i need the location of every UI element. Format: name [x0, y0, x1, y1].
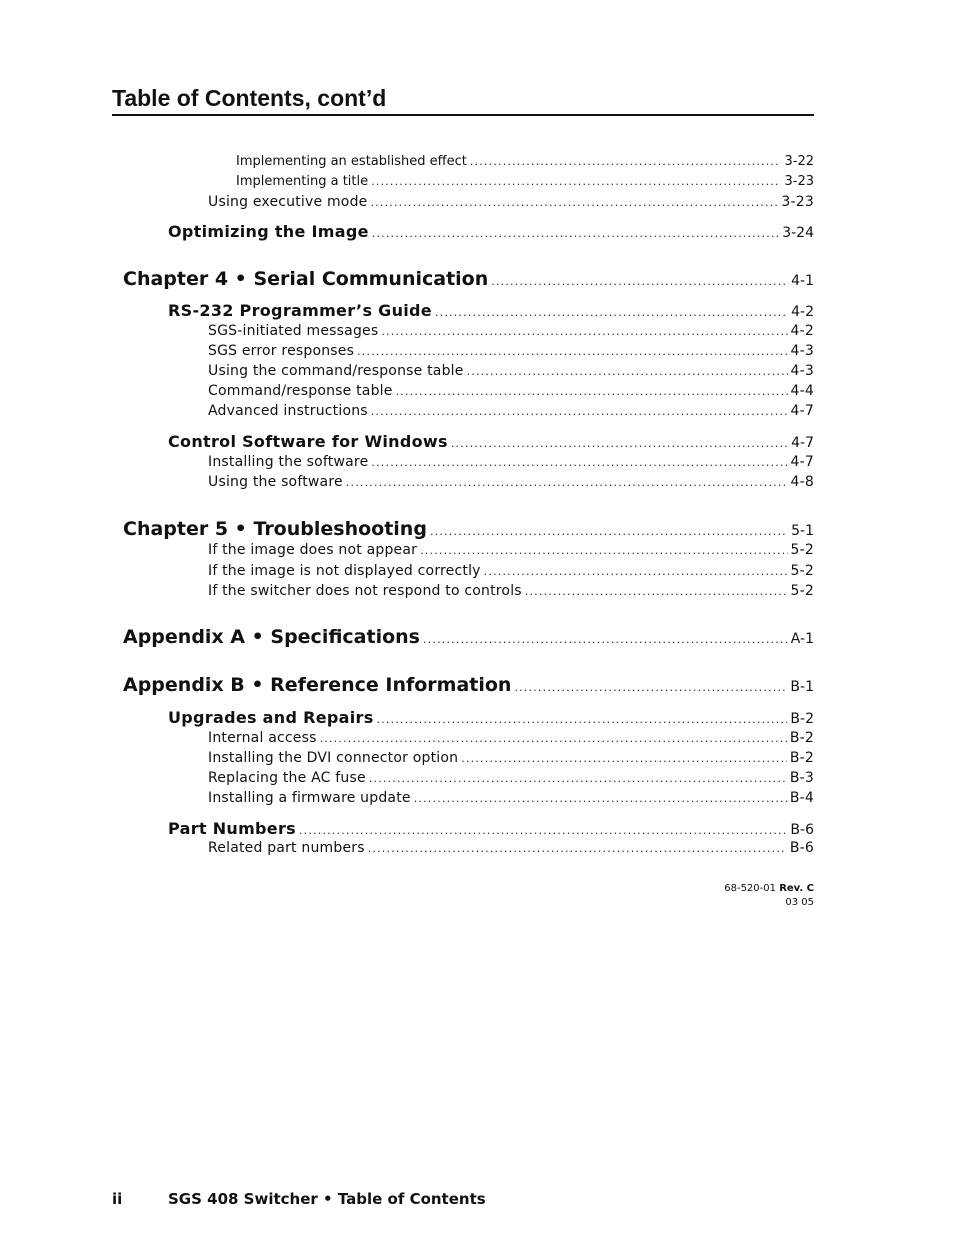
toc-entry-label: Chapter 5 • Troubleshooting	[123, 518, 427, 540]
dot-leader	[470, 155, 782, 168]
toc-entry-label: If the image is not displayed correctly	[208, 563, 481, 579]
toc-entry[interactable]	[208, 363, 814, 379]
toc-chapter[interactable]	[123, 268, 814, 290]
toc-entry-page: 3-23	[784, 174, 814, 189]
toc-entry-label: Using the software	[208, 474, 343, 490]
dot-leader	[377, 713, 788, 726]
toc-entry-page: B-2	[789, 750, 814, 766]
toc-entry-label: Using the command/response table	[208, 363, 464, 379]
toc-entry[interactable]	[208, 790, 814, 806]
toc-entry-label: Installing the DVI connector option	[208, 750, 459, 766]
dot-leader	[514, 681, 787, 694]
toc-entry-page: B-3	[789, 770, 814, 786]
dot-leader	[372, 227, 779, 240]
toc-entry[interactable]	[208, 770, 814, 786]
toc-entry[interactable]	[208, 563, 814, 579]
dot-leader	[525, 585, 788, 598]
footer-title: SGS 408 Switcher • Table of Contents	[168, 1190, 486, 1208]
toc-entry-label: Installing the software	[208, 454, 369, 470]
toc-entry-page: A-1	[790, 631, 814, 647]
toc-entry-page: 5-2	[790, 583, 814, 599]
toc-entry-page: B-4	[789, 790, 814, 806]
dot-leader	[420, 544, 787, 557]
dot-leader	[320, 732, 787, 745]
toc-section[interactable]	[168, 222, 814, 241]
toc-entry[interactable]	[208, 343, 814, 359]
doc-number: 68-520-01	[724, 883, 776, 894]
dot-leader	[491, 275, 788, 288]
toc-entry-label: SGS-initiated messages	[208, 323, 379, 339]
dot-leader	[371, 175, 781, 188]
toc-entry[interactable]	[236, 174, 814, 189]
toc-entry-page: B-6	[790, 822, 814, 838]
toc-entry-page: 4-3	[790, 363, 814, 379]
toc-entry-page: B-2	[790, 711, 814, 727]
toc-chapter[interactable]	[123, 518, 814, 540]
toc-entry-label: Installing a firmware update	[208, 790, 411, 806]
dot-leader	[369, 772, 787, 785]
toc-entry-page: 4-3	[790, 343, 814, 359]
toc-entry[interactable]	[208, 542, 814, 558]
dot-leader	[435, 306, 788, 319]
toc-section[interactable]	[168, 432, 814, 451]
dot-leader	[461, 752, 787, 765]
dot-leader	[371, 456, 787, 469]
doc-date: 03 05	[785, 897, 814, 908]
toc-entry-label: Advanced instructions	[208, 403, 368, 419]
toc-entry-page: 5-2	[790, 542, 814, 558]
dot-leader	[371, 405, 788, 418]
dot-leader	[368, 842, 787, 855]
toc-entry[interactable]	[208, 474, 814, 490]
toc-entry-label: Command/response table	[208, 383, 393, 399]
toc-entry-page: 3-24	[782, 225, 814, 241]
toc-entry-label: SGS error responses	[208, 343, 355, 359]
toc-entry-label: RS-232 Programmer’s Guide	[168, 301, 432, 320]
toc-entry-page: 4-8	[790, 474, 814, 490]
toc-entry-label: Appendix A • Specifications	[123, 626, 420, 648]
toc-entry-label: Internal access	[208, 730, 317, 746]
toc-entry-page: 4-7	[791, 435, 814, 451]
toc-entry-page: 4-2	[790, 323, 814, 339]
dot-leader	[357, 345, 787, 358]
toc-entry-label: Appendix B • Reference Information	[123, 674, 512, 696]
revision: Rev. C	[779, 883, 814, 894]
footer-page-number: ii	[112, 1190, 123, 1208]
toc-entry-page: 4-4	[790, 383, 814, 399]
toc-entry[interactable]	[208, 194, 814, 210]
toc-section[interactable]	[168, 708, 814, 727]
dot-leader	[414, 792, 787, 805]
toc-chapter[interactable]	[123, 626, 814, 648]
toc-section[interactable]	[168, 301, 814, 320]
toc-chapter[interactable]	[123, 674, 814, 696]
toc-entry-page: 5-1	[791, 523, 814, 539]
toc-entry[interactable]	[208, 583, 814, 599]
toc-entry-page: B-6	[789, 840, 814, 856]
toc-entry-page: 4-7	[790, 403, 814, 419]
toc-entry[interactable]	[208, 383, 814, 399]
toc-entry-label: If the switcher does not respond to controls	[208, 583, 522, 599]
toc-entry-page: 4-2	[791, 304, 814, 320]
toc-entry-label: Optimizing the Image	[168, 222, 369, 241]
toc-entry-page: 3-23	[781, 194, 814, 210]
toc-entry-page: 4-7	[790, 454, 814, 470]
toc-entry-label: Upgrades and Repairs	[168, 708, 374, 727]
toc-entry-page: B-2	[789, 730, 814, 746]
toc-entry-label: Related part numbers	[208, 840, 365, 856]
toc-section[interactable]	[168, 819, 814, 838]
dot-leader	[484, 565, 788, 578]
toc-entry-page: 4-1	[791, 273, 814, 289]
toc-entry[interactable]	[208, 730, 814, 746]
dot-leader	[396, 385, 788, 398]
toc-entry-page: 5-2	[790, 563, 814, 579]
dot-leader	[451, 437, 788, 450]
dot-leader	[370, 196, 778, 209]
document-number	[724, 882, 814, 910]
toc-entry[interactable]	[208, 454, 814, 470]
toc-entry[interactable]	[236, 154, 814, 169]
dot-leader	[381, 325, 787, 338]
toc-entry-label: Using executive mode	[208, 194, 368, 210]
toc-entry-label: Control Software for Windows	[168, 432, 448, 451]
dot-leader	[423, 633, 788, 646]
toc-entry[interactable]	[208, 323, 814, 339]
toc-entry-label: If the image does not appear	[208, 542, 418, 558]
dot-leader	[346, 476, 788, 489]
page-title: Table of Contents, cont’d	[112, 84, 814, 116]
toc-entry-label: Part Numbers	[168, 819, 296, 838]
toc-entry[interactable]	[208, 750, 814, 766]
toc-entry[interactable]	[208, 403, 814, 419]
toc-entry[interactable]	[208, 840, 814, 856]
toc-entry-page: B-1	[790, 679, 814, 695]
dot-leader	[299, 824, 787, 837]
toc-entry-page: 3-22	[784, 154, 814, 169]
toc-entry-label: Replacing the AC fuse	[208, 770, 366, 786]
toc-entry-label: Implementing a title	[236, 174, 369, 189]
dot-leader	[467, 365, 788, 378]
toc-entry-label: Chapter 4 • Serial Communication	[123, 268, 489, 290]
dot-leader	[430, 525, 788, 538]
toc-entry-label: Implementing an established effect	[236, 154, 467, 169]
